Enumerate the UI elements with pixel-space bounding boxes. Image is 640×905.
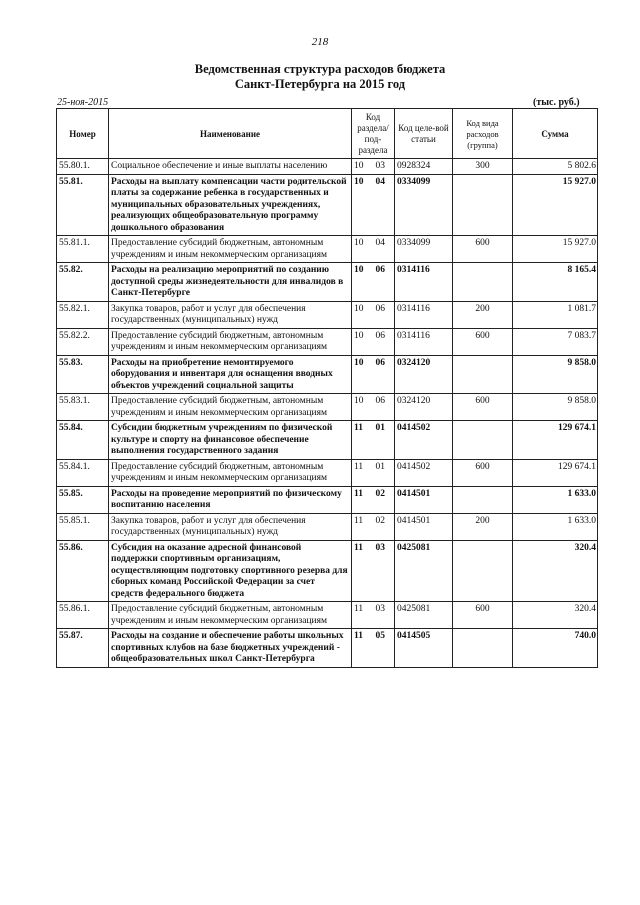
row-subsection: 03 bbox=[374, 159, 395, 175]
row-number: 55.85. bbox=[57, 486, 109, 513]
row-sum: 129 674.1 bbox=[513, 459, 598, 486]
row-number: 55.82. bbox=[57, 263, 109, 302]
row-section: 10 bbox=[352, 355, 374, 394]
units-label: (тыс. руб.) bbox=[533, 97, 580, 108]
table-row bbox=[57, 301, 598, 328]
row-sum: 15 927.0 bbox=[513, 174, 598, 236]
row-article: 0414505 bbox=[395, 629, 453, 668]
row-section: 10 bbox=[352, 159, 374, 175]
row-expense-type bbox=[453, 174, 513, 236]
row-subsection: 06 bbox=[374, 394, 395, 421]
row-subsection: 06 bbox=[374, 328, 395, 355]
row-name: Предоставление субсидий бюджетным, автономным учреждениям и иным некоммерческим организациям bbox=[109, 459, 352, 486]
row-subsection: 05 bbox=[374, 629, 395, 668]
row-number: 55.82.2. bbox=[57, 328, 109, 355]
row-sum: 7 083.7 bbox=[513, 328, 598, 355]
row-article: 0414501 bbox=[395, 486, 453, 513]
row-subsection: 02 bbox=[374, 513, 395, 540]
table-body bbox=[57, 159, 598, 668]
row-number: 55.86.1. bbox=[57, 602, 109, 629]
row-subsection: 03 bbox=[374, 602, 395, 629]
row-name: Расходы на выплату компенсации части родительской платы за содержание ребенка в государственных и муниципальных образовательных учреждениях, реализующих общеобразовательную программу дошкольного образования bbox=[109, 174, 352, 236]
row-section: 10 bbox=[352, 301, 374, 328]
row-subsection: 06 bbox=[374, 301, 395, 328]
row-section: 11 bbox=[352, 421, 374, 460]
row-sum: 9 858.0 bbox=[513, 394, 598, 421]
page-number: 218 bbox=[311, 36, 329, 48]
title-line-1: Ведомственная структура расходов бюджета bbox=[194, 62, 446, 76]
row-expense-type bbox=[453, 421, 513, 460]
row-expense-type: 200 bbox=[453, 513, 513, 540]
row-section: 10 bbox=[352, 174, 374, 236]
row-number: 55.82.1. bbox=[57, 301, 109, 328]
row-expense-type bbox=[453, 355, 513, 394]
row-sum: 1 633.0 bbox=[513, 513, 598, 540]
row-subsection: 01 bbox=[374, 421, 395, 460]
row-name: Предоставление субсидий бюджетным, автономным учреждениям и иным некоммерческим организациям bbox=[109, 602, 352, 629]
header-expense-type: Код вида расходов (группа) bbox=[453, 109, 513, 159]
row-section: 10 bbox=[352, 328, 374, 355]
row-section: 10 bbox=[352, 236, 374, 263]
row-name: Закупка товаров, работ и услуг для обеспечения государственных (муниципальных) нужд bbox=[109, 301, 352, 328]
table-row bbox=[57, 263, 598, 302]
row-number: 55.84. bbox=[57, 421, 109, 460]
row-expense-type: 200 bbox=[453, 301, 513, 328]
table-row bbox=[57, 174, 598, 236]
row-subsection: 04 bbox=[374, 236, 395, 263]
row-article: 0414502 bbox=[395, 421, 453, 460]
row-article: 0314116 bbox=[395, 263, 453, 302]
row-sum: 320.4 bbox=[513, 602, 598, 629]
table-row bbox=[57, 486, 598, 513]
row-article: 0334099 bbox=[395, 174, 453, 236]
row-name: Закупка товаров, работ и услуг для обеспечения государственных (муниципальных) нужд bbox=[109, 513, 352, 540]
row-article: 0928324 bbox=[395, 159, 453, 175]
row-article: 0324120 bbox=[395, 394, 453, 421]
row-article: 0414501 bbox=[395, 513, 453, 540]
table-row bbox=[57, 355, 598, 394]
row-number: 55.80.1. bbox=[57, 159, 109, 175]
row-sum: 5 802.6 bbox=[513, 159, 598, 175]
header-article: Код целе-вой статьи bbox=[395, 109, 453, 159]
row-expense-type: 600 bbox=[453, 394, 513, 421]
row-expense-type bbox=[453, 540, 513, 602]
row-name: Расходы на создание и обеспечение работы школьных спортивных клубов на базе бюджетных учреждений - общеобразовательных школ Санкт-Петербурга bbox=[109, 629, 352, 668]
row-sum: 320.4 bbox=[513, 540, 598, 602]
table-row bbox=[57, 459, 598, 486]
row-section: 10 bbox=[352, 394, 374, 421]
header-name: Наименование bbox=[109, 109, 352, 159]
row-section: 11 bbox=[352, 513, 374, 540]
table-row bbox=[57, 159, 598, 175]
header-number: Номер bbox=[57, 109, 109, 159]
table-row bbox=[57, 602, 598, 629]
row-subsection: 06 bbox=[374, 355, 395, 394]
header-sum: Сумма bbox=[513, 109, 598, 159]
row-subsection: 04 bbox=[374, 174, 395, 236]
table-row bbox=[57, 629, 598, 668]
row-sum: 740.0 bbox=[513, 629, 598, 668]
row-article: 0425081 bbox=[395, 602, 453, 629]
row-name: Расходы на проведение мероприятий по физическому воспитанию населения bbox=[109, 486, 352, 513]
row-sum: 9 858.0 bbox=[513, 355, 598, 394]
row-expense-type bbox=[453, 263, 513, 302]
row-expense-type bbox=[453, 486, 513, 513]
row-section: 11 bbox=[352, 629, 374, 668]
table-row bbox=[57, 513, 598, 540]
row-expense-type: 600 bbox=[453, 236, 513, 263]
row-expense-type: 600 bbox=[453, 602, 513, 629]
row-number: 55.83.1. bbox=[57, 394, 109, 421]
row-number: 55.81. bbox=[57, 174, 109, 236]
title-line-2: Санкт-Петербурга на 2015 год bbox=[234, 77, 406, 91]
row-subsection: 01 bbox=[374, 459, 395, 486]
header-section: Код раздела/ под-раздела bbox=[352, 109, 395, 159]
row-name: Субсидия на оказание адресной финансовой поддержки спортивным организациям, осуществляющим подготовку спортивного резерва для сборных команд Российской Федерации за счет средств федерального бюджета bbox=[109, 540, 352, 602]
table-row bbox=[57, 236, 598, 263]
report-date: 25-ноя-2015 bbox=[57, 97, 109, 108]
row-subsection: 06 bbox=[374, 263, 395, 302]
row-sum: 129 674.1 bbox=[513, 421, 598, 460]
budget-table bbox=[56, 108, 598, 668]
row-number: 55.84.1. bbox=[57, 459, 109, 486]
table-row bbox=[57, 394, 598, 421]
row-name: Предоставление субсидий бюджетным, автономным учреждениям и иным некоммерческим организациям bbox=[109, 236, 352, 263]
row-section: 10 bbox=[352, 263, 374, 302]
table-row bbox=[57, 421, 598, 460]
page-title bbox=[0, 62, 640, 92]
row-article: 0324120 bbox=[395, 355, 453, 394]
row-name: Расходы на приобретение немонтируемого оборудования и инвентаря для оснащения вводных объектов учреждений социальной защиты bbox=[109, 355, 352, 394]
row-expense-type: 600 bbox=[453, 328, 513, 355]
row-expense-type bbox=[453, 629, 513, 668]
row-name: Субсидии бюджетным учреждениям по физической культуре и спорту на финансовое обеспечение выполнения государственного задания bbox=[109, 421, 352, 460]
row-article: 0334099 bbox=[395, 236, 453, 263]
row-section: 11 bbox=[352, 459, 374, 486]
row-sum: 1 633.0 bbox=[513, 486, 598, 513]
row-name: Расходы на реализацию мероприятий по созданию доступной среды жизнедеятельности для инвалидов в Санкт-Петербурге bbox=[109, 263, 352, 302]
row-name: Предоставление субсидий бюджетным, автономным учреждениям и иным некоммерческим организациям bbox=[109, 328, 352, 355]
row-number: 55.85.1. bbox=[57, 513, 109, 540]
row-number: 55.86. bbox=[57, 540, 109, 602]
row-number: 55.81.1. bbox=[57, 236, 109, 263]
row-section: 11 bbox=[352, 602, 374, 629]
row-number: 55.87. bbox=[57, 629, 109, 668]
table-row bbox=[57, 540, 598, 602]
row-subsection: 03 bbox=[374, 540, 395, 602]
row-article: 0425081 bbox=[395, 540, 453, 602]
row-sum: 1 081.7 bbox=[513, 301, 598, 328]
row-article: 0314116 bbox=[395, 328, 453, 355]
row-number: 55.83. bbox=[57, 355, 109, 394]
table-row bbox=[57, 328, 598, 355]
row-article: 0314116 bbox=[395, 301, 453, 328]
table-header-row bbox=[57, 109, 598, 159]
row-name: Социальное обеспечение и иные выплаты населению bbox=[109, 159, 352, 175]
row-article: 0414502 bbox=[395, 459, 453, 486]
row-expense-type: 600 bbox=[453, 459, 513, 486]
row-expense-type: 300 bbox=[453, 159, 513, 175]
row-sum: 15 927.0 bbox=[513, 236, 598, 263]
row-section: 11 bbox=[352, 540, 374, 602]
row-sum: 8 165.4 bbox=[513, 263, 598, 302]
row-subsection: 02 bbox=[374, 486, 395, 513]
row-section: 11 bbox=[352, 486, 374, 513]
row-name: Предоставление субсидий бюджетным, автономным учреждениям и иным некоммерческим организациям bbox=[109, 394, 352, 421]
